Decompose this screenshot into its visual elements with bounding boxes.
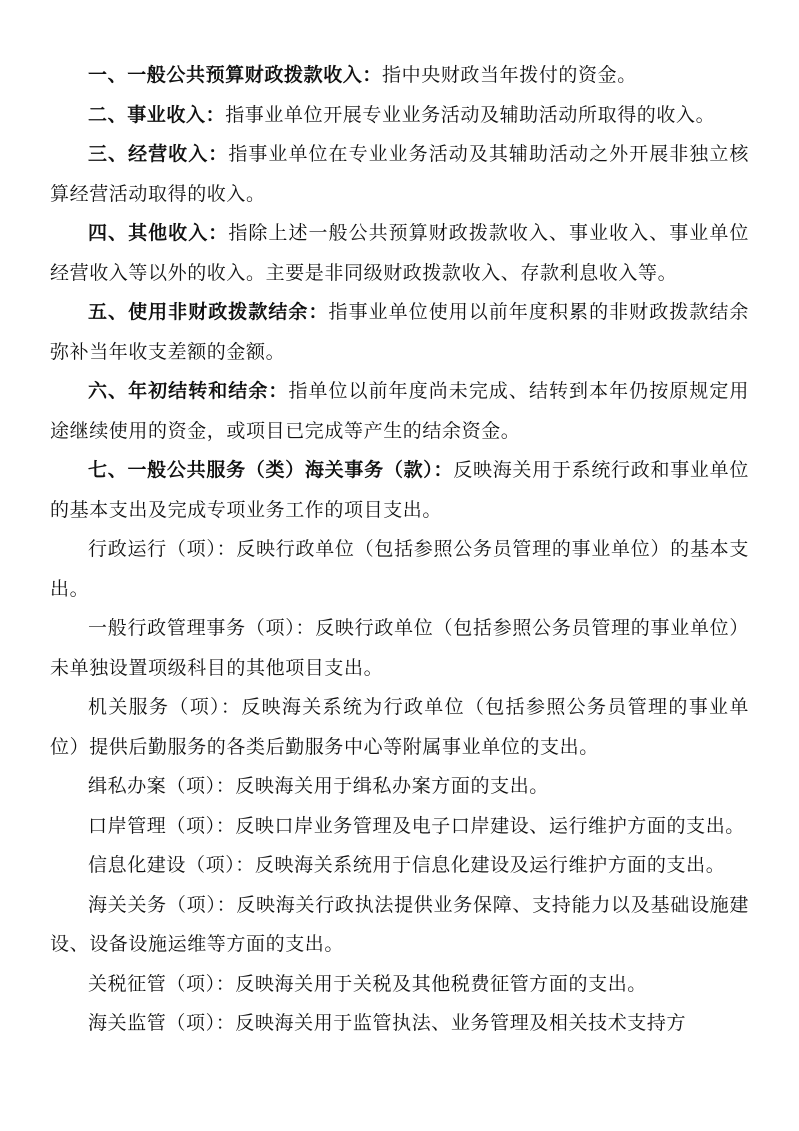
- paragraph-operating-income: [50, 135, 749, 214]
- item-definition: 海关关务（项）：反映海关行政执法提供业务保障、支持能力以及基础设施建设、设备设施运维等方面的支出。: [50, 893, 749, 955]
- term-label: 三、经营收入：: [88, 143, 229, 165]
- term-label: 四、其他收入：: [88, 222, 229, 244]
- paragraph-business-income: [50, 96, 749, 136]
- paragraph-tariff-collection: [50, 965, 749, 1005]
- item-definition: 海关监管（项）：反映海关用于监管执法、业务管理及相关技术支持方: [88, 1012, 687, 1034]
- paragraph-customs-supervision: [50, 1004, 749, 1044]
- paragraph-port-management: [50, 807, 749, 847]
- item-definition: 一般行政管理事务（项）：反映行政单位（包括参照公务员管理的事业单位）未单独设置项级科目的其他项目支出。: [50, 617, 749, 679]
- item-definition: 机关服务（项）：反映海关系统为行政单位（包括参照公务员管理的事业单位）提供后勤服务的各类后勤服务中心等附属事业单位的支出。: [50, 696, 749, 758]
- paragraph-non-fiscal-balance: [50, 293, 749, 372]
- term-label: 二、事业收入：: [88, 103, 226, 126]
- item-definition: 缉私办案（项）：反映海关用于缉私办案方面的支出。: [88, 775, 549, 797]
- term-definition: 指单位以前年度尚未完成、结转到本年仍按原规定用途继续使用的资金，或项目已完成等产生的结余资金。: [50, 380, 749, 442]
- paragraph-customs-operations: [50, 886, 749, 965]
- paragraph-general-budget-income: [50, 56, 749, 96]
- paragraph-administrative-operation: [50, 530, 749, 609]
- item-definition: 行政运行（项）：反映行政单位（包括参照公务员管理的事业单位）的基本支出。: [50, 538, 749, 600]
- term-label: 七、一般公共服务（类）海关事务（款）：: [88, 459, 454, 481]
- term-definition: 指事业单位使用以前年度积累的非财政拨款结余弥补当年收支差额的金额。: [50, 301, 749, 363]
- paragraph-carryover-balance: [50, 372, 749, 451]
- item-definition: 关税征管（项）：反映海关用于关税及其他税费征管方面的支出。: [88, 972, 647, 995]
- paragraph-other-income: [50, 214, 749, 293]
- term-definition: 指中央财政当年拨付的资金。: [382, 64, 637, 86]
- term-definition: 指除上述一般公共预算财政拨款收入、事业收入、事业单位经营收入等以外的收入。主要是非同级财政拨款收入、存款利息收入等。: [50, 222, 749, 284]
- item-definition: 信息化建设（项）：反映海关系统用于信息化建设及运行维护方面的支出。: [88, 854, 726, 876]
- paragraph-customs-affairs: [50, 451, 749, 530]
- term-definition: 指事业单位开展专业业务活动及辅助活动所取得的收入。: [225, 103, 716, 126]
- term-definition: 反映海关用于系统行政和事业单位的基本支出及完成专项业务工作的项目支出。: [50, 459, 749, 521]
- term-label: 一、一般公共预算财政拨款收入：: [88, 64, 383, 86]
- term-label: 五、使用非财政拨款结余：: [88, 301, 329, 323]
- term-label: 六、年初结转和结余：: [88, 380, 289, 402]
- paragraph-informatization: [50, 846, 749, 886]
- term-definition: 指事业单位在专业业务活动及其辅助活动之外开展非独立核算经营活动取得的收入。: [50, 143, 749, 205]
- paragraph-anti-smuggling: [50, 767, 749, 807]
- paragraph-agency-services: [50, 688, 749, 767]
- item-definition: 口岸管理（项）：反映口岸业务管理及电子口岸建设、运行维护方面的支出。: [88, 814, 745, 837]
- paragraph-general-administration: [50, 609, 749, 688]
